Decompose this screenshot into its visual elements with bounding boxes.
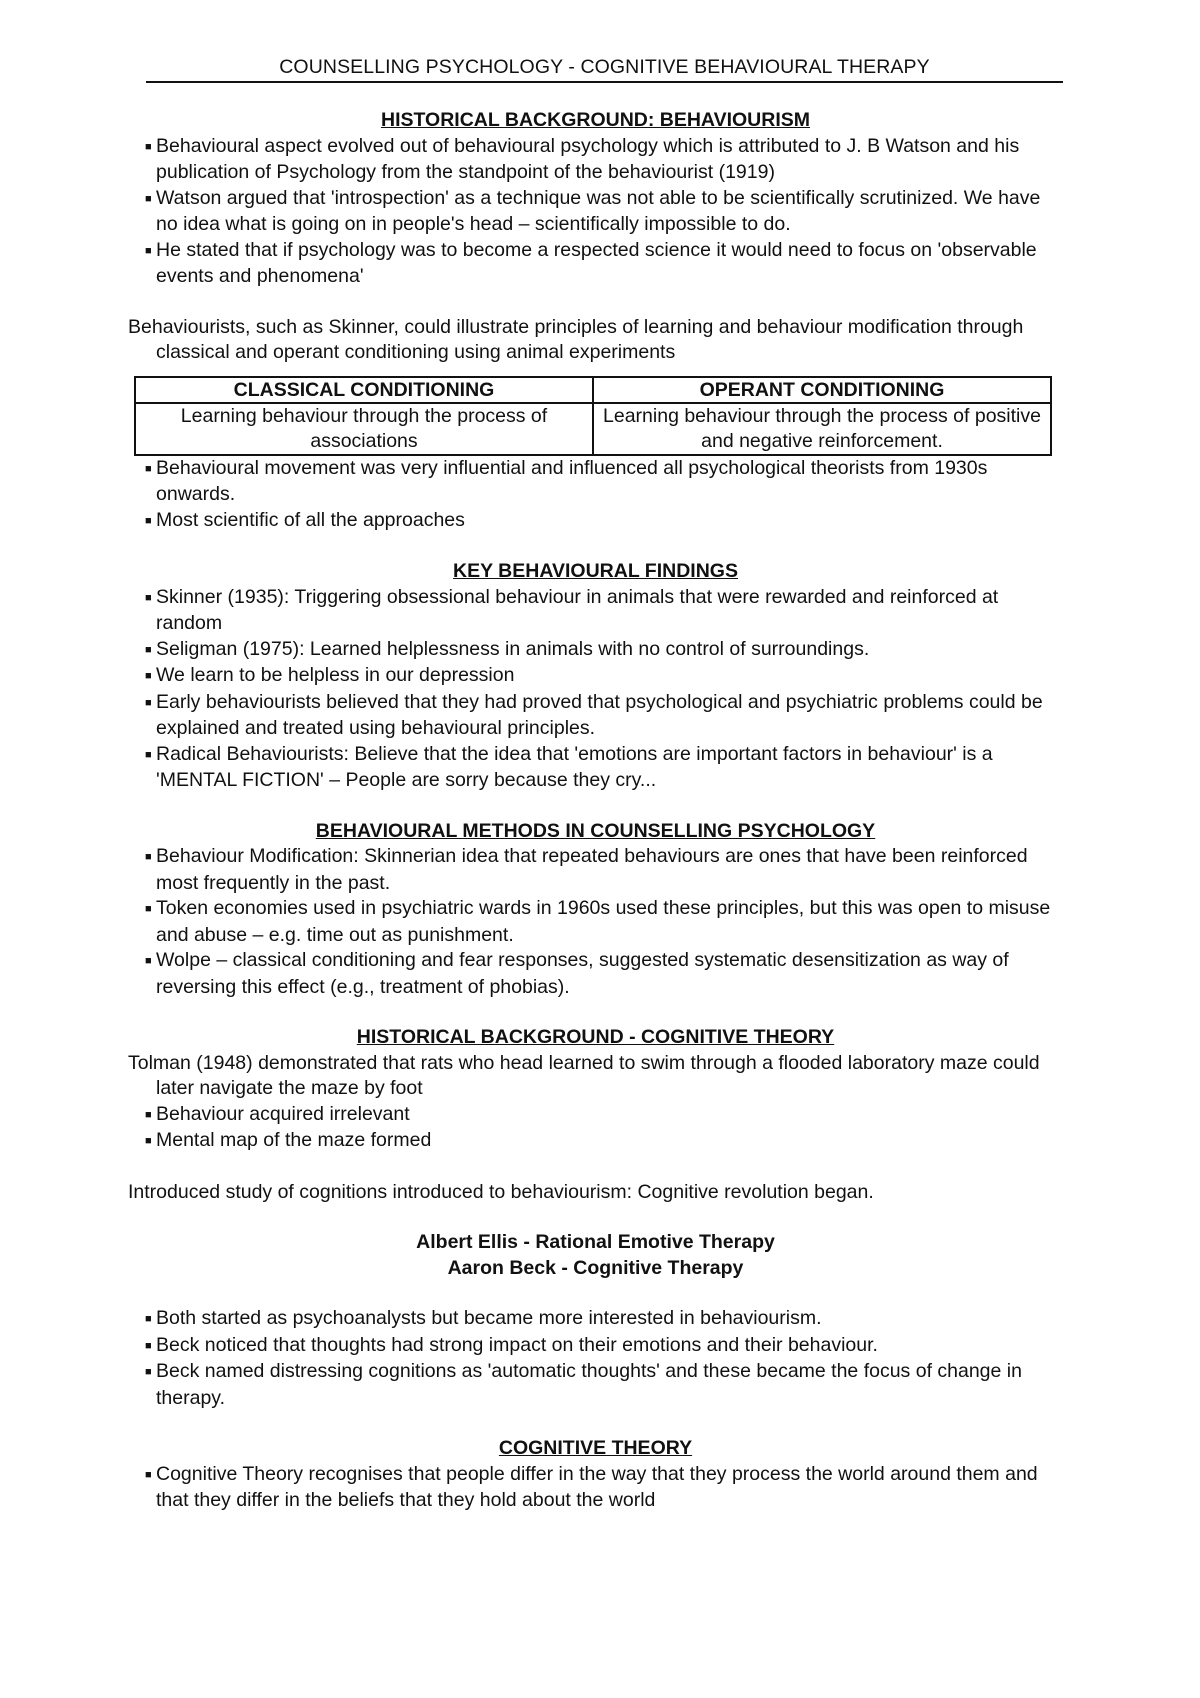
findings-bullets xyxy=(128,585,1063,794)
beck-line: Aaron Beck - Cognitive Therapy xyxy=(447,1256,744,1279)
bullet-square-icon: ■ xyxy=(145,670,152,682)
list-item: ■ He stated that if psychology was to become a respected science it would need to focus on 'observable events and phenomena' xyxy=(145,238,1037,287)
behaviourists-paragraph: Behaviourists, such as Skinner, could illustrate principles of learning and behaviour modification through classical and operant conditioning using animal experiments xyxy=(128,315,1024,363)
list-item: ■ Behaviour Modification: Skinnerian idea that repeated behaviours are ones that have been reinforced most frequently in the past. xyxy=(145,845,1028,894)
table-row xyxy=(135,403,1051,455)
list-item: ■ Behavioural aspect evolved out of behavioural psychology which is attributed to J. B Watson and his publication of Psychology from the standpoint of the behaviourist (1919) xyxy=(145,134,1020,183)
bullet-square-icon: ■ xyxy=(145,1135,152,1147)
bullet-square-icon: ■ xyxy=(145,1313,152,1325)
list-item: ■ Behaviour acquired irrelevant xyxy=(128,1102,1063,1129)
heading-behaviourism: HISTORICAL BACKGROUND: BEHAVIOURISM xyxy=(380,109,810,131)
bullet-square-icon: ■ xyxy=(145,1339,152,1352)
table-cell-operant: Learning behaviour through the process of positive and negative reinforcement. xyxy=(593,403,1051,455)
tolman-bullets xyxy=(128,1102,1063,1155)
bullet-square-icon: ■ xyxy=(145,643,152,656)
list-item: ■ Watson argued that 'introspection' as a technique was not able to be scientifically scrutinized. We have no idea what is going on in people's head – scientifically impossible to do. xyxy=(145,186,1041,235)
list-item: ■ Beck named distressing cognitions as 'automatic thoughts' and these became the focus of change in therapy. xyxy=(145,1360,1022,1409)
ellis-line: Albert Ellis - Rational Emotive Therapy xyxy=(416,1231,775,1253)
list-item: ■ We learn to be helpless in our depression xyxy=(128,663,1063,690)
list-item: ■ Token economies used in psychiatric wards in 1960s used these principles, but this was open to misuse and abuse – e.g. time out as punishment. xyxy=(145,897,1051,946)
bullet-square-icon: ■ xyxy=(145,244,152,257)
conditioning-table xyxy=(134,376,1052,456)
methods-bullets xyxy=(128,844,1063,1000)
bullet-square-icon: ■ xyxy=(145,1366,152,1378)
cognitive-revolution-paragraph: Introduced study of cognitions introduced to behaviourism: Cognitive revolution began. xyxy=(128,1180,874,1203)
behaviourism-bullets xyxy=(128,134,1063,290)
heading-key-findings: KEY BEHAVIOURAL FINDINGS xyxy=(453,560,738,582)
list-item: ■ Mental map of the maze formed xyxy=(128,1128,1063,1155)
page-header: COUNSELLING PSYCHOLOGY - COGNITIVE BEHAVIOURAL THERAPY xyxy=(146,56,1063,83)
list-item: ■ Wolpe – classical conditioning and fear responses, suggested systematic desensitization as way of reversing this effect (e.g., treatment of phobias). xyxy=(145,949,1009,998)
list-item: ■ Radical Behaviourists: Believe that the idea that 'emotions are important factors in behaviour' is a 'MENTAL FICTION' – People are sorry because they cry... xyxy=(145,742,993,791)
heading-cognitive-history: HISTORICAL BACKGROUND - COGNITIVE THEORY xyxy=(356,1026,835,1048)
heading-behavioural-methods: BEHAVIOURAL METHODS IN COUNSELLING PSYCHOLOGY xyxy=(315,819,876,842)
bullet-square-icon: ■ xyxy=(145,1108,152,1121)
list-item: ■ Skinner (1935): Triggering obsessional behaviour in animals that were rewarded and reinforced at random xyxy=(145,585,999,634)
bullet-square-icon: ■ xyxy=(145,851,152,863)
bullet-square-icon: ■ xyxy=(145,192,152,205)
bullet-square-icon: ■ xyxy=(145,140,152,153)
table-header-classical: CLASSICAL CONDITIONING xyxy=(135,377,593,403)
bullet-square-icon: ■ xyxy=(145,903,152,915)
list-item: ■ Beck noticed that thoughts had strong impact on their emotions and their behaviour. xyxy=(128,1333,1063,1360)
list-item: ■ Both started as psychoanalysts but became more interested in behaviourism. xyxy=(128,1306,1063,1333)
ellis-beck-bullets xyxy=(128,1306,1063,1411)
list-item: ■ Early behaviourists believed that they had proved that psychological and psychiatric problems could be explained and treated using behavioural principles. xyxy=(145,690,1043,739)
tolman-paragraph: Tolman (1948) demonstrated that rats who head learned to swim through a flooded laboratory maze could later navigate the maze by foot xyxy=(128,1051,1040,1099)
table-header-operant: OPERANT CONDITIONING xyxy=(593,377,1051,403)
list-item: ■ Cognitive Theory recognises that people differ in the way that they process the world around them and that they differ in the beliefs that they hold about the world xyxy=(145,1462,1038,1511)
bullet-square-icon: ■ xyxy=(145,514,152,527)
table-cell-classical: Learning behaviour through the process of associations xyxy=(135,403,593,455)
behaviourism-bullets-after xyxy=(128,456,1063,535)
bullet-square-icon: ■ xyxy=(145,462,152,475)
heading-cognitive-theory: COGNITIVE THEORY xyxy=(498,1437,693,1459)
bullet-square-icon: ■ xyxy=(145,591,152,604)
bullet-square-icon: ■ xyxy=(145,1468,152,1481)
cognitive-theory-bullets xyxy=(128,1462,1063,1514)
bullet-square-icon: ■ xyxy=(145,748,152,761)
bullet-square-icon: ■ xyxy=(145,696,152,709)
list-item: ■ Most scientific of all the approaches xyxy=(128,508,1063,535)
list-item: ■ Behavioural movement was very influential and influenced all psychological theorists from 1930s onwards. xyxy=(145,456,988,505)
bullet-square-icon: ■ xyxy=(145,955,152,967)
page-content xyxy=(128,56,1063,1514)
list-item: ■ Seligman (1975): Learned helplessness in animals with no control of surroundings. xyxy=(128,637,1063,664)
